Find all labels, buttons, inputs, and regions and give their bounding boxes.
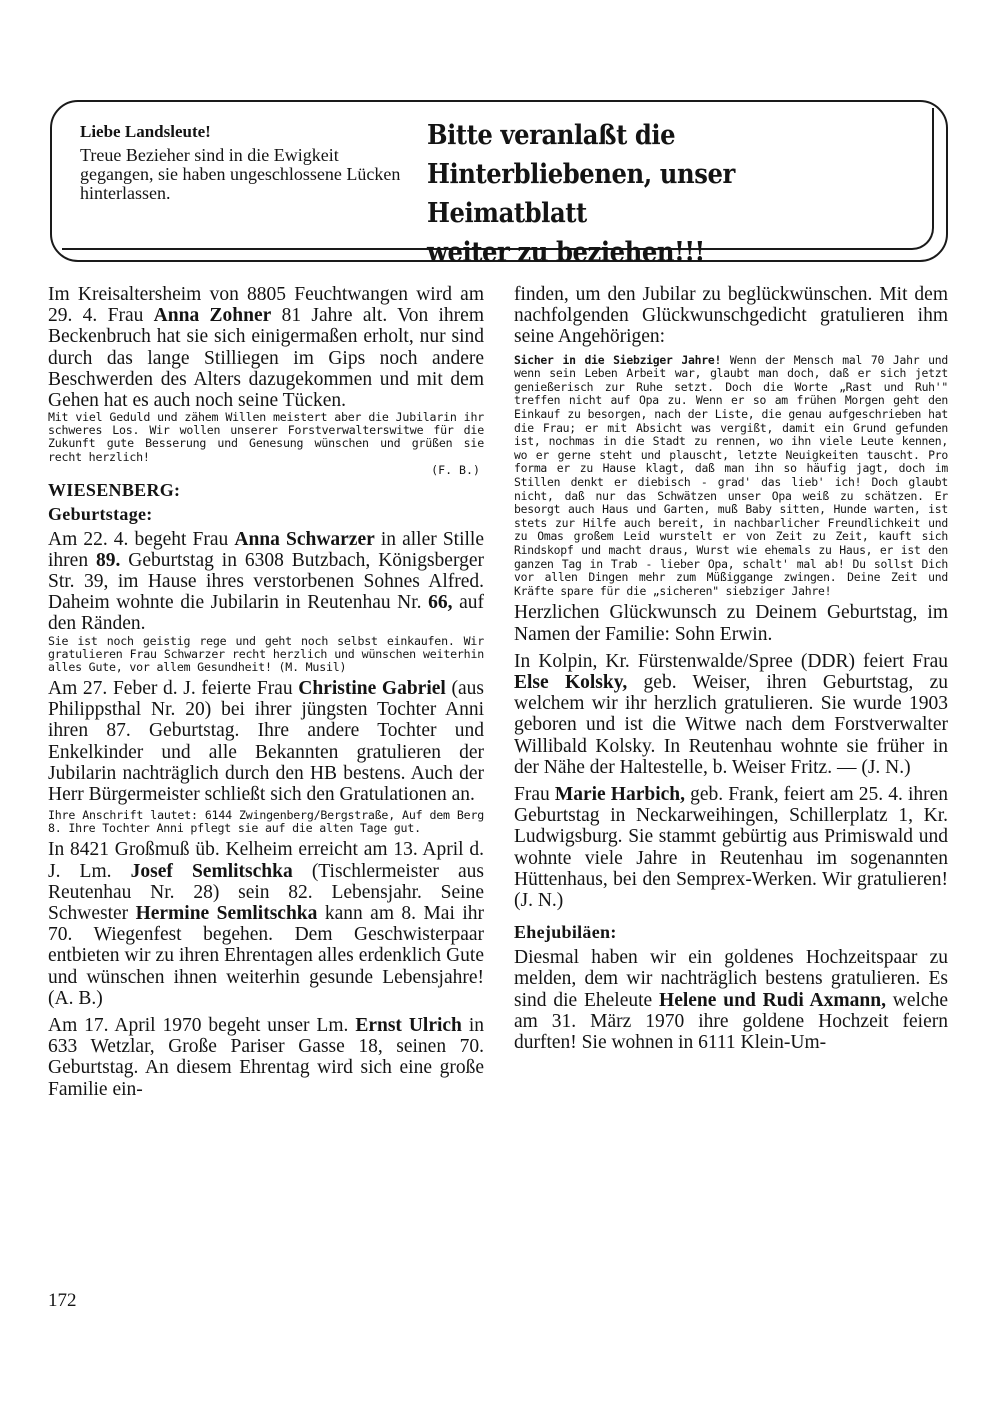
age: 89. — [96, 549, 121, 571]
article-axmann — [514, 947, 948, 1053]
text: welche am 31. März 1970 ihre goldene Hochzeit feiern durften! Sie wohnen in 6111 Klein-Um- — [514, 989, 948, 1053]
text: geb. Frank, feiert am 25. 4. ihren Geburtstag in Neckarweihingen, Schillerplatz 1, Kr. Ludwigsburg. Sie stammt gebürtig aus Primiswald und wohnte viele Jahre in Reutenhau im sogenannten Hüttenhaus, bei den Semprex-Werken. Wir gratulieren! (J. N.) — [514, 783, 949, 911]
person-name: Ernst Ulrich — [355, 1014, 462, 1036]
subscription-notice-box — [50, 100, 948, 268]
person-name: Hermine Semlitschka — [135, 902, 318, 924]
text: geb. Weiser, ihren Geburtstag, zu welchem wir ihr herzlich gratulieren. Sie wurde 1903 geboren und ist die Witwe nach dem Forstverwalter Willibald Kolsky. In Reutenhau wohnte sie früher in der Nähe der Haltestelle, b. Weiser Fritz. — (J. N.) — [514, 671, 948, 778]
text: Geburtstag in 6308 Butzbach, Königsberger Str. 39, im Hause ihres verstorbenen Sohnes Alfred. Daheim wohnte die Jubilarin in Reutenhau Nr. — [48, 549, 484, 614]
article-zohner — [48, 284, 484, 411]
text: Am 17. April 1970 begeht unser Lm. — [48, 1014, 356, 1036]
notice-appeal-line-1: Bitte veranlaßt die — [427, 120, 676, 151]
poem-text: Wenn der Mensch mal 70 Jahr und wenn sein Leben Arbeit war, glaubt man doch, daß er sich jetzt genießerisch zur Ruhe setzt. Doch die Worte „Rast und Ruh'" treffen nicht auf Opa zu. Wenn er so am frühen Morgen geht den Einkauf zu besorgen, nach der Liste, die genau aufgeschrieben hat die Frau; er mit Absicht was vergißt, damit ein Grund gefunden ist, nochmas in die Stadt zu rennen, wo ihn viele Leute kennen, wo er gerne steht und plauscht, letzte Neuigkeiten tauscht. Pro forma er zu Hause klagt, daß man ihn so häufig jagt, doch im Stillen denkt er diebisch - grad' das lieb' ich! Doch glaubt nicht, daß nur das Schwätzen unser Opa weiß zu schätzen. Er besorgt auch Haus und Garten, muß Baby sitten, Hunde warten, ist stets zur Hilfe auch bereit, in nachbarlicher Freundlichkeit und zu Omas großem Leid wurstelt er von Zeit zu Zeit, kauft sich Rindskopf und macht draus, Wurst wie ehemals zu Haus, er ist den ganzen Tag in Trab - lieber Opa, schalt' mal ab! Du sollst Dich vor allen Dingen mehr zum Müßiggange zwingen. Deine Zeit und Kräfte spare für die „sicheren" siebziger Jahre! — [514, 352, 948, 598]
text: Am 27. Feber d. J. feierte Frau — [48, 677, 299, 699]
text: Frau — [514, 783, 555, 805]
person-name: Else Kolsky, — [514, 671, 628, 693]
article-harbich — [514, 784, 948, 911]
section-subheading-birthdays: Geburtstage: — [48, 503, 153, 524]
article-gabriel — [48, 678, 484, 805]
person-name: Anna Schwarzer — [234, 528, 375, 550]
notice-left-text — [80, 122, 410, 203]
notice-body: Treue Bezieher sind in die Ewigkeit gegangen, sie haben ungeschlossene Lücken hinterlassen. — [80, 145, 401, 203]
person-name: Christine Gabriel — [298, 677, 446, 699]
page-number: 172 — [48, 1290, 77, 1311]
text: In Kolpin, Kr. Fürstenwalde/Spree (DDR) feiert Frau — [514, 650, 948, 672]
family-greeting: Herzlichen Glückwunsch zu Deinem Geburtstag, im Namen der Familie: Sohn Erwin. — [514, 602, 948, 645]
signature: (F. B.) — [431, 462, 480, 477]
notice-appeal — [427, 116, 877, 272]
text: auf den Ränden. — [48, 592, 484, 635]
house-number: 66, — [428, 592, 453, 614]
birthday-poem — [514, 354, 948, 599]
text: (Tischlermeister aus Reutenhau Nr. 28) sein 82. Lebensjahr. Seine Schwester — [48, 860, 484, 924]
article-gabriel-note: Ihre Anschrift lautet: 6144 Zwingenberg/Bergstraße, Auf dem Berg 8. Ihre Tochter Anni pflegt sie auf die alten Tage gut. — [48, 808, 484, 836]
text: in 633 Wetzlar, Große Pariser Gasse 18, seinen 70. Geburtstag. An diesem Ehrentag wird sich eine große Familie ein- — [48, 1014, 484, 1100]
text: 81 Jahre alt. Von ihrem Beckenbruch hat sie sich einigermaßen erholt, nur sind durch das lange Stilliegen im Gips noch andere Beschwerden des Alters dazugekommen und mit dem Gehen hat es auch noch seine Tücken. — [48, 305, 485, 412]
text: (aus Philippsthal Nr. 20) bei ihrer jüngsten Tochter Anni ihren 87. Geburtstag. Ihre andere Tochter und Enkelkinder und alle Bekannten gratulieren der Jubilarin nachträglich durch den HB bestens. Auch der Herr Bürgermeister schließt sich den Gratulationen an. — [48, 677, 484, 805]
article-kolsky — [514, 651, 948, 778]
poem-title: Sicher in die Siebziger Jahre! — [514, 352, 722, 367]
right-column — [514, 284, 948, 1053]
section-heading-marriage-jubilees: Ehejubiläen: — [514, 922, 617, 943]
article-semlitschka — [48, 839, 484, 1009]
person-name: Josef Semlitschka — [130, 860, 293, 882]
person-name: Marie Harbich, — [554, 783, 686, 805]
notice-title: Liebe Landsleute! — [80, 122, 211, 141]
text: in aller Stille ihren — [48, 528, 484, 571]
text: In 8421 Großmuß üb. Kelheim erreicht am 13. April d. J. Lm. — [48, 839, 484, 882]
left-column — [48, 284, 484, 1100]
article-schwarzer-note: Sie ist noch geistig rege und geht noch selbst einkaufen. Wir gratulieren Frau Schwarzer recht herzlich und wünschen weiterhin alles Gute, vor allem Gesundheit! (M. Musil) — [48, 633, 484, 674]
notice-appeal-line-2: Hinterbliebenen, unser Heimatblatt — [427, 159, 735, 229]
article-ulrich-continued: finden, um den Jubilar zu beglückwünschen. Mit dem nachfolgenden Glückwunschgedicht gratulieren ihm seine Angehörigen: — [514, 284, 948, 348]
notice-appeal-line-3: weiter zu beziehen!!! — [427, 237, 705, 268]
article-zohner-note: Mit viel Geduld und zähem Willen meistert aber die Jubilarin ihr schweres Los. Wir wollen unserer Forstverwalterswitwe für die Zukunft gute Besserung und Genesung wünschen und grüßen sie recht herzlich! — [48, 410, 484, 464]
text: kann am 8. Mai ihr 70. Wiegenfest begehen. Dem Geschwisterpaar entbieten wir zu ihren Ehrentagen alles erdenklich Gute und wünschen ihnen weiterhin gesunde Lebensjahre! (A. B.) — [48, 902, 484, 1009]
person-name: Anna Zohner — [153, 305, 272, 327]
article-schwarzer — [48, 529, 484, 635]
text: Diesmal haben wir ein goldenes Hochzeitspaar zu melden, dem wir nachträglich bestens gratulieren. Es sind die Eheleute — [514, 947, 948, 1011]
text: Am 22. 4. begeht Frau — [48, 528, 235, 550]
article-ulrich — [48, 1015, 484, 1100]
person-name: Helene und Rudi Axmann, — [659, 989, 886, 1011]
section-heading-wiesenberg: WIESENBERG: — [48, 479, 181, 500]
text: Im Kreisaltersheim von 8805 Feuchtwangen wird am 29. 4. Frau — [48, 284, 484, 327]
